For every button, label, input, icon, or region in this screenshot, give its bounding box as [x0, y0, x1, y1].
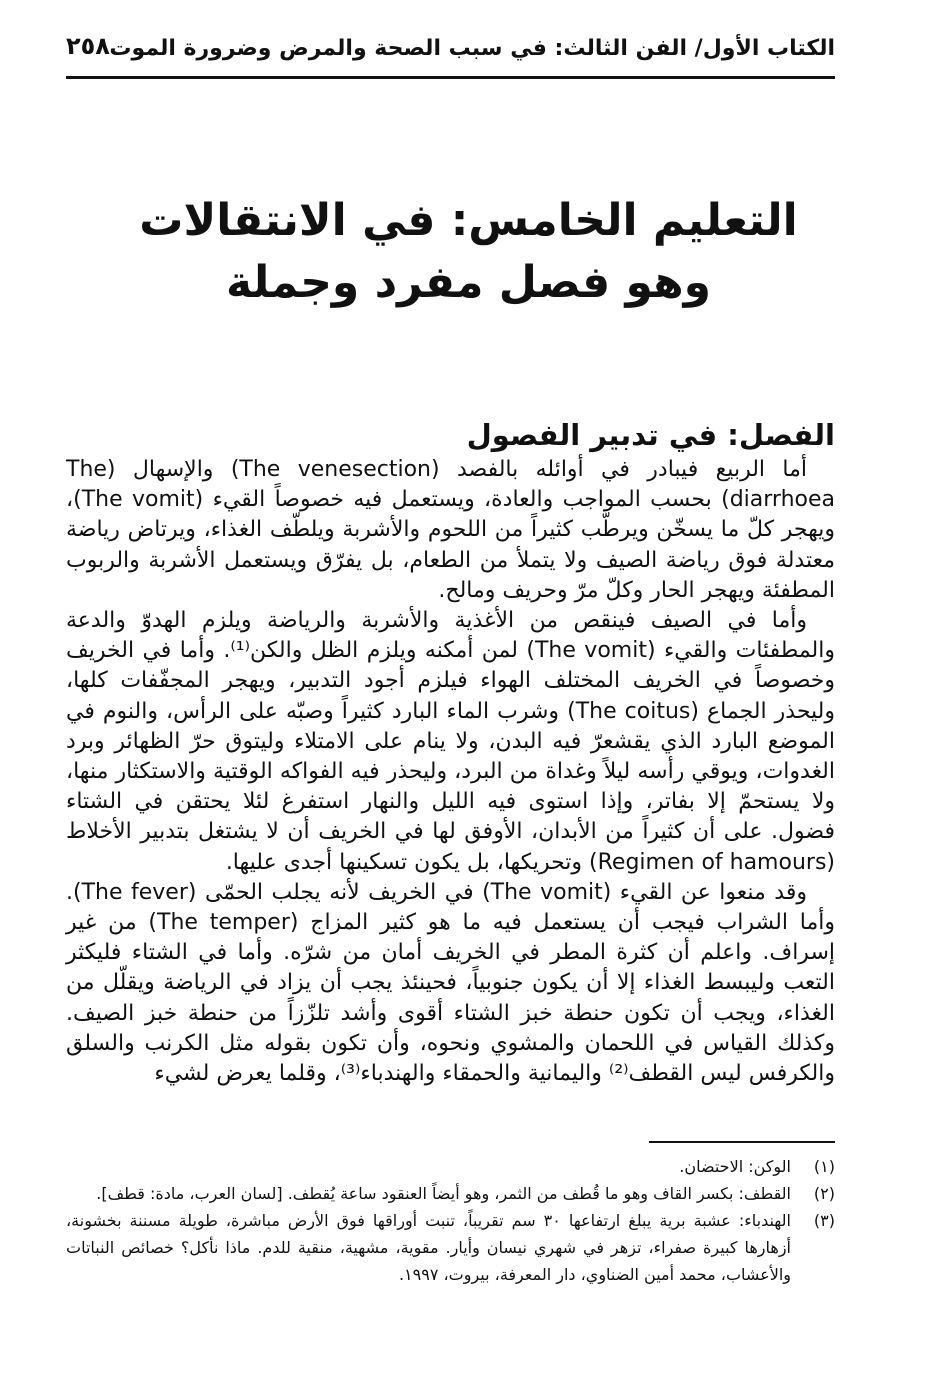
page-header: [66, 28, 835, 68]
paragraph: وقد منعوا عن القيء (The vomit) في الخريف لأنه يجلب الحمّى (The fever). وأما الشراب فيجب أن يستعمل فيه ما هو كثير المزاج (The temper) من غير إسراف. واعلم أن كثرة المطر في الخريف أمان من شرّه. وأما في الشتاء فليكثر التعب وليبسط الغذاء إلا أن يكون جنوبياً، فحينئذ يجب أن يزاد في الرياضة ويقلّل من الغذاء، ويجب أن تكون حنطة خبز الشتاء أقوى وأشد تلزّزاً من حنطة خبز الصيف. وكذلك القياس في اللحمان والمشوي ونحوه، وأن تكون بقوله مثل الكرنب والسلق والكرفس ليس القطف⁽²⁾ واليمانية والحمقاء والهندباء⁽³⁾، وقلما يعرض لشيء: [66, 879, 836, 1087]
chapter-title-line-2: وهو فصل مفرد وجملة: [226, 257, 711, 308]
footnote-separator: [649, 1141, 835, 1143]
chapter-title: [0, 190, 937, 314]
chapter-title-line-1: التعليم الخامس: في الانتقالات: [139, 195, 798, 246]
footnote: [66, 1180, 835, 1207]
main-text: [66, 455, 835, 1089]
footnote-number: (٢): [813, 1184, 835, 1203]
footnote-number: (٣): [813, 1211, 835, 1230]
footnote-text: القطف: بكسر القاف وهو ما قُطف من الثمر، وهو أيضاً العنقود ساعة يُقطف. [لسان العرب، مادة: قطف].: [96, 1184, 791, 1203]
footnotes: [66, 1153, 835, 1288]
footnote-text: الهندباء: عشبة برية يبلغ ارتفاعها ٣٠ سم تقريباً، تنبت أوراقها فوق الأرض مباشرة، طويلة مسننة بخشونة، أزهارها كبيرة صفراء، تزهر في شهري نيسان وأيار. مقوية، مشهية، منقية للدم. ماذا نأكل؟ خصائص النباتات والأعشاب، محمد أمين الضناوي، دار المعرفة، بيروت، ١٩٩٧.: [66, 1211, 791, 1284]
paragraph: وأما في الصيف فينقص من الأغذية والأشربة والرياضة ويلزم الهدوّ والدعة والمطفئات والقيء (The vomit) لمن أمكنه ويلزم الظل والكن⁽¹⁾. وأما في الخريف وخصوصاً في الخريف المختلف الهواء فيلزم أجود التدبير، ويهجر المجفّفات كلها، وليحذر الجماع (The coitus) وشرب الماء البارد كثيراً وصبّه على الرأس، والنوم في الموضع البارد الذي يقشعرّ فيه البدن، ولا ينام على الامتلاء وليتوق حرّ الظهائر وبرد الغدوات، ويوقي رأسه ليلاً وغداة من البرد، وليحذر فيه الفواكه الوقتية والاستكثار منها، ولا يستحمّ إلا بفاتر، وإذا استوى فيه الليل والنهار استفرغ لئلا يحتقن في الشتاء فضول. على أن كثيراً من الأبدان، الأوفق لها في الخريف أن لا يشتغل بتدبير الأخلاط (Regimen of hamours) وتحريكها، بل يكون تسكينها أجدى عليها.: [66, 608, 836, 875]
paragraph: أما الربيع فيبادر في أوائله بالفصد (The venesection) والإسهال (The diarrhoea) بحسب المواجب والعادة، ويستعمل فيه خصوصاً القيء (The vomit)، ويهجر كلّ ما يسخّن ويرطّب كثيراً من اللحوم والأشربة ويلطّف الغذاء، ويرتاض رياضة معتدلة فوق رياضة الصيف ولا يتملأ من الطعام، بل يفرّق ويستعمل الأشربة والربوب المطفئة ويهجر الحار وكلّ مرّ وحريف ومالح.: [66, 457, 835, 603]
section-heading: الفصل: في تدبير الفصول: [466, 418, 835, 452]
footnote: [66, 1153, 835, 1180]
page-number: ٢٥٨: [66, 32, 110, 60]
header-rule: [66, 76, 835, 79]
footnote-text: الوكن: الاحتضان.: [679, 1157, 791, 1176]
footnote: [66, 1207, 835, 1288]
footnote-number: (١): [813, 1157, 835, 1176]
running-title: الكتاب الأول/ الفن الثالث: في سبب الصحة والمرض وضرورة الموت: [109, 36, 835, 61]
